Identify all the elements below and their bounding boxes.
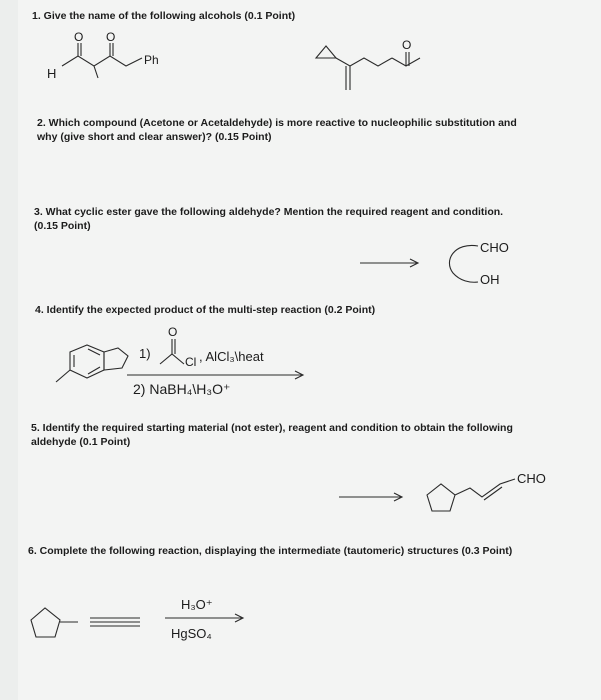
label-o-2: O: [106, 30, 116, 44]
reaction-arrow-q4: [127, 371, 303, 379]
reaction-arrow-q5: [339, 493, 402, 501]
label-cl: Cl: [185, 355, 197, 369]
label-ph: Ph: [144, 53, 159, 67]
label-step2: 2) NaBH₄\H₃O⁺: [133, 381, 231, 397]
label-cho-q3: CHO: [480, 240, 509, 255]
question-6: 6. Complete the following reaction, displaying the intermediate (tautomeric) structures (0.3 Point): [28, 545, 513, 557]
label-step1-conditions: , AlCl₃\heat: [199, 349, 264, 364]
cyclopropyl-ketone-structure: [316, 46, 420, 90]
question-5: 5. Identify the required starting material (not ester), reagent and condition to obtain the following aldehyde (0.1 Point): [31, 422, 513, 448]
label-oh-q3: OH: [480, 272, 500, 287]
cyclopentyl-enal-structure: [427, 479, 515, 511]
diketone-structure: [62, 43, 142, 78]
question-4: 4. Identify the expected product of the multi-step reaction (0.2 Point): [35, 304, 376, 316]
label-o-3: O: [402, 38, 412, 52]
reaction-arrow-q3: [360, 259, 418, 267]
cyclopentyl-alkyne-structure: [31, 608, 140, 637]
question-1: 1. Give the name of the following alcohols (0.1 Point): [32, 10, 296, 22]
label-h: H: [47, 66, 57, 81]
tetralin-structure: [56, 345, 128, 382]
label-reagent-hgso4: HgSO₄: [171, 626, 212, 641]
label-reagent-h3o: H₃O⁺: [181, 597, 213, 612]
acetyl-chloride-structure: [160, 339, 184, 364]
label-cho-q5: CHO: [517, 471, 546, 486]
label-step1-number: 1): [139, 346, 151, 361]
question-3: 3. What cyclic ester gave the following aldehyde? Mention the required reagent and condition. (0.15 Point): [34, 206, 504, 232]
reaction-arrow-q6: [165, 614, 243, 622]
label-o-1: O: [74, 30, 84, 44]
hydroxy-aldehyde-structure: [449, 245, 478, 282]
question-2: 2. Which compound (Acetone or Acetaldehyde) is more reactive to nucleophilic substitution and why (give short and clear answer)? (0.15 Point): [37, 117, 517, 143]
label-o-acetyl: O: [168, 325, 178, 339]
